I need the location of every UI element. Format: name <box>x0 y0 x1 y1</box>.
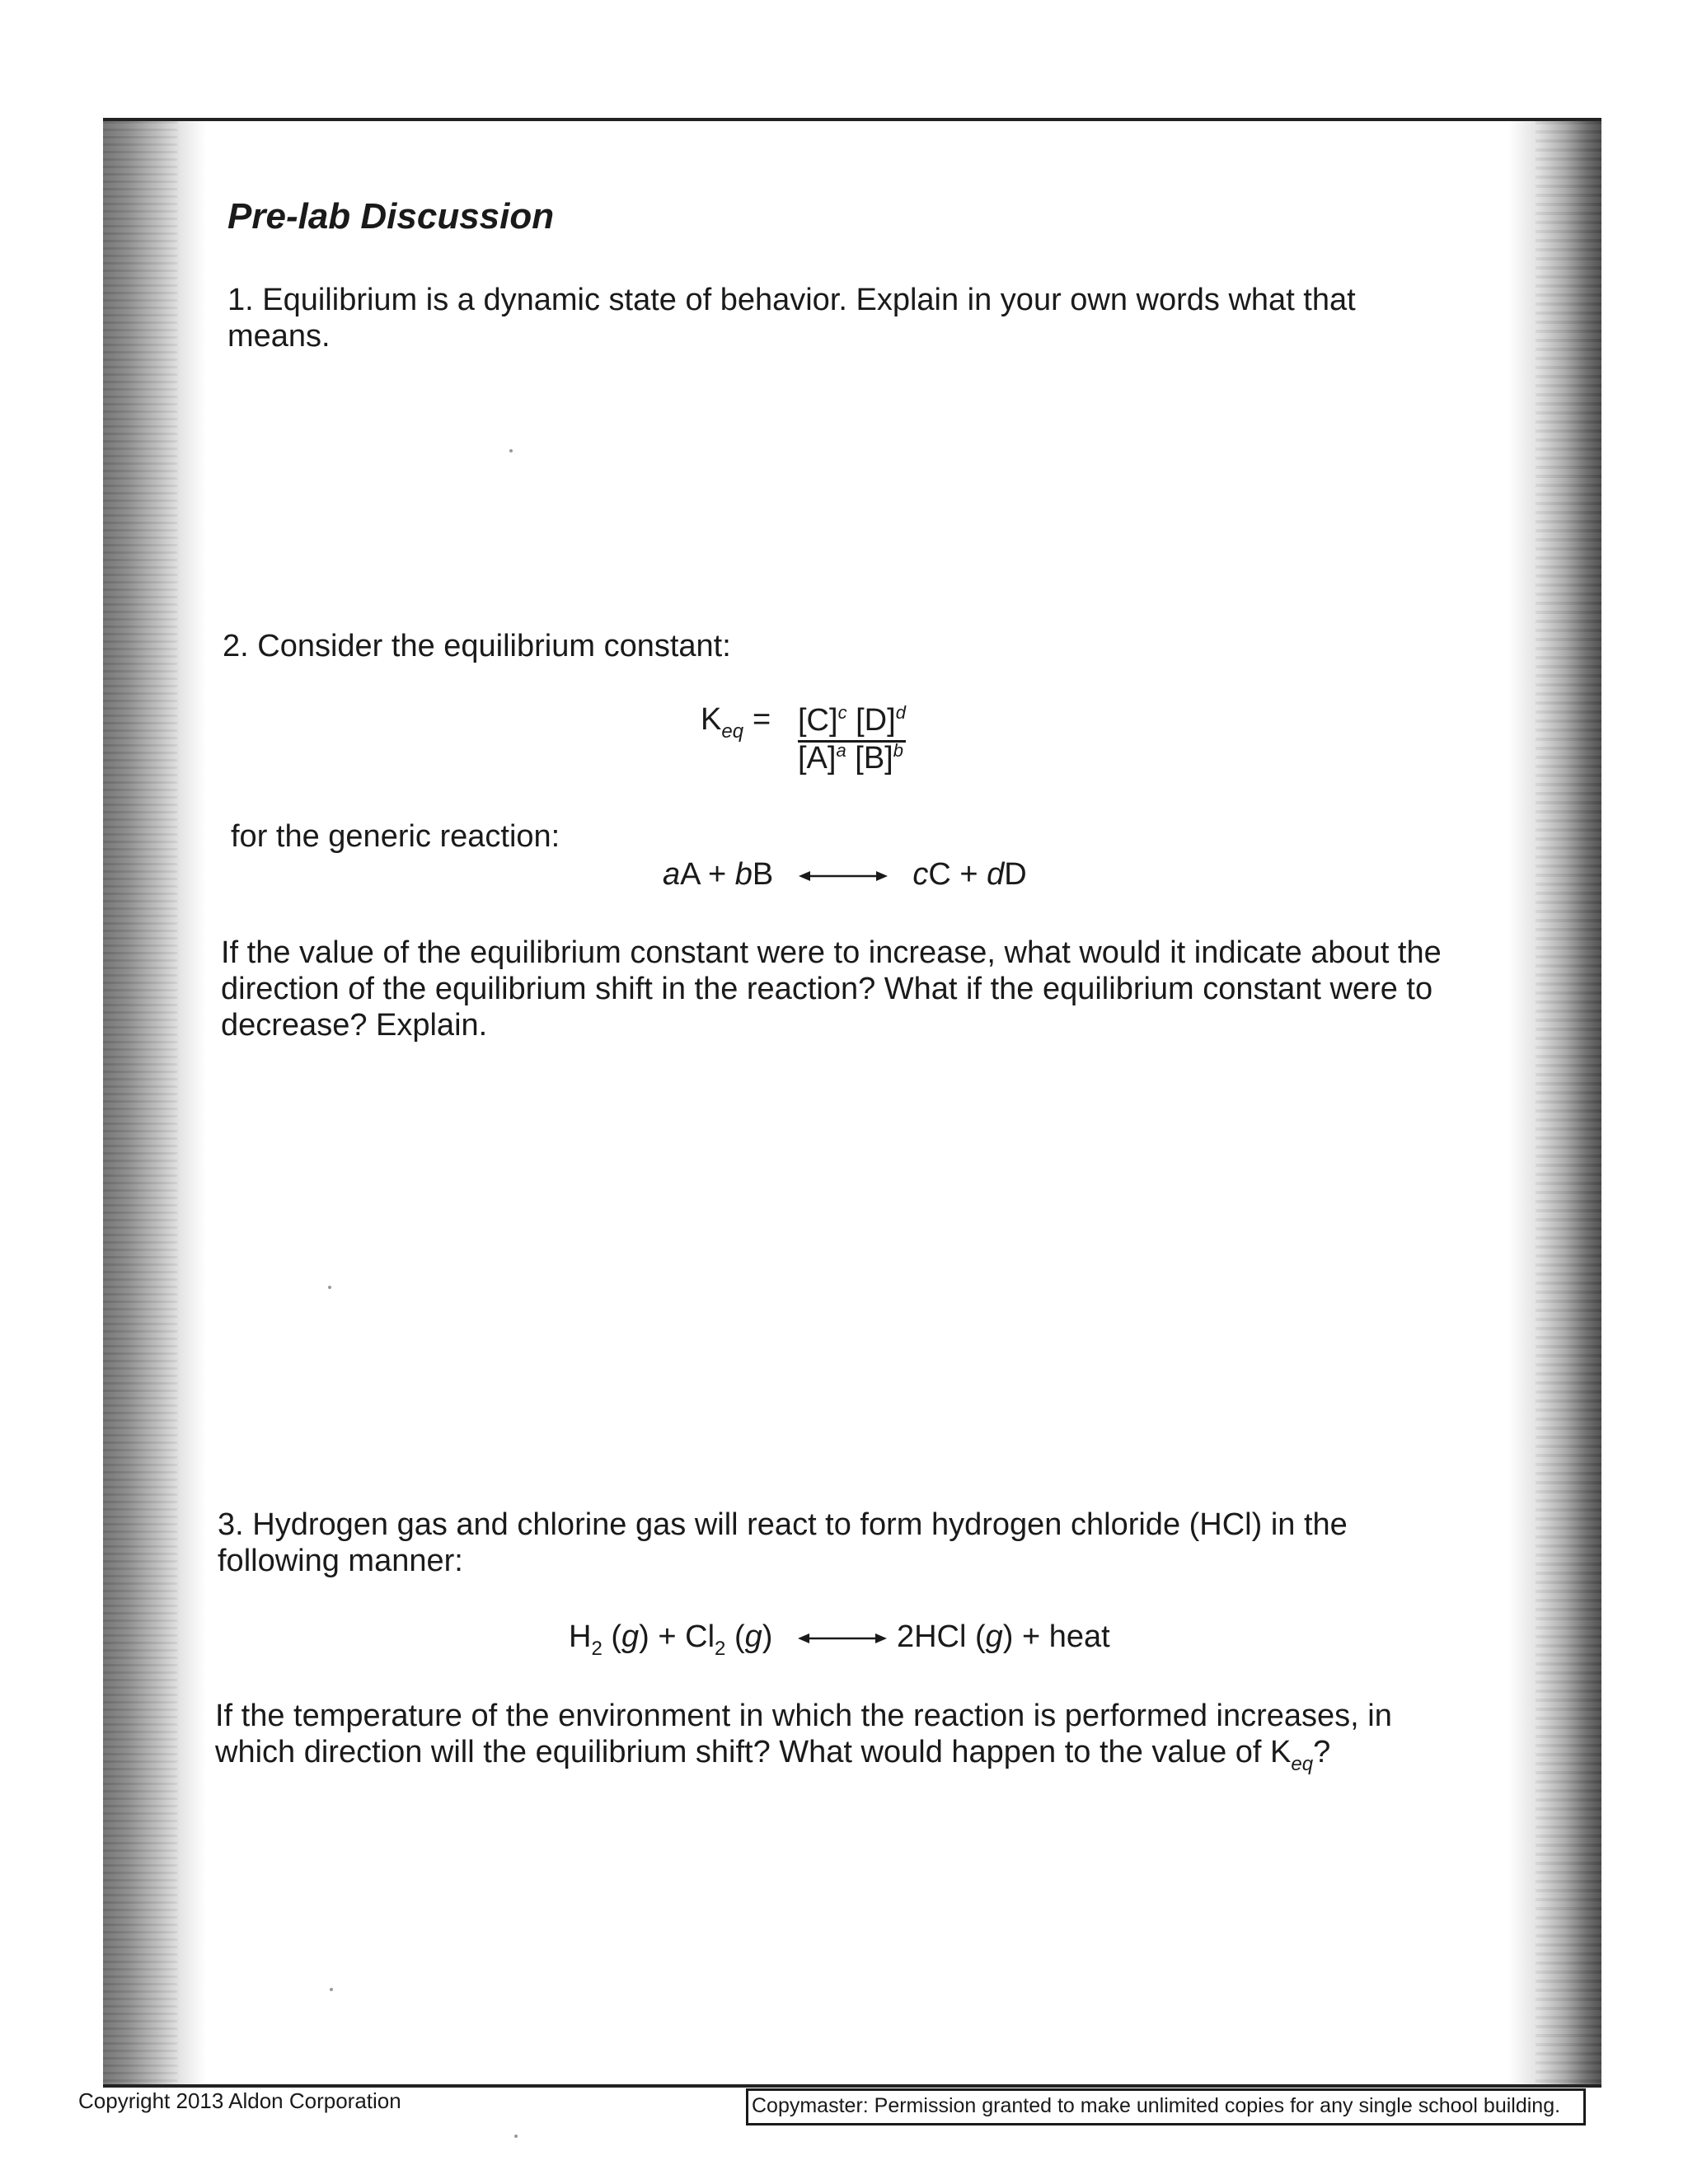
question-2-line-1: If the value of the equilibrium constant were to increase, what would it indicate about the <box>221 935 1442 970</box>
generic-reaction-label: for the generic reaction: <box>231 819 560 854</box>
page-frame <box>103 118 1601 2088</box>
question-2-line-2: direction of the equilibrium shift in the reaction? What if the equilibrium constant were to <box>221 972 1433 1006</box>
scan-speck <box>514 2135 518 2138</box>
question-3-intro <box>218 1507 1348 1579</box>
hcl-reaction-equation: $H_2$ $(g) + Cl_2$ (g) 2HCl (g) + heat <box>569 1619 1110 1660</box>
double-arrow-icon <box>798 1630 887 1647</box>
keq-symbol: $K_{eq}$ <box>701 702 744 743</box>
keq-denominator: $[A]^a$ $[B]^b$ <box>798 740 903 776</box>
question-3-prompt-line-1: If the temperature of the environment in which the reaction is performed increases, in <box>215 1699 1392 1733</box>
question-3-prompt <box>215 1698 1392 1783</box>
keq-equals: = <box>753 702 771 737</box>
scan-speck <box>330 1988 333 1991</box>
question-3-prompt-line-2: which direction will the equilibrium shift? What would happen to the value of $K_{eq}$? <box>215 1735 1331 1775</box>
keq-numerator: $[C]^c$ $[D]^d$ <box>798 702 906 743</box>
section-heading: Pre-lab Discussion <box>227 196 555 237</box>
generic-reaction-equation: aA + bB cC + dD <box>663 857 1027 892</box>
question-2-prompt <box>221 935 1442 1043</box>
question-3-line-1: 3. Hydrogen gas and chlorine gas will react to form hydrogen chloride (HCl) in the <box>218 1507 1348 1542</box>
copyright-notice: Copyright 2013 Aldon Corporation <box>78 2088 401 2113</box>
question-2-line-3: decrease? Explain. <box>221 1008 488 1043</box>
scan-speck <box>328 1286 331 1289</box>
double-arrow-icon <box>799 868 888 884</box>
question-2-intro: 2. Consider the equilibrium constant: <box>223 629 731 663</box>
question-1 <box>227 282 1356 354</box>
question-1-line-2: means. <box>227 319 331 354</box>
scan-speck <box>509 449 513 452</box>
equilibrium-constant-expression <box>701 702 923 785</box>
question-1-line-1: 1. Equilibrium is a dynamic state of behavior. Explain in your own words what that <box>227 283 1356 317</box>
copymaster-notice-box: Copymaster: Permission granted to make unlimited copies for any single school building. <box>746 2088 1586 2125</box>
question-3-line-2: following manner: <box>218 1544 463 1578</box>
